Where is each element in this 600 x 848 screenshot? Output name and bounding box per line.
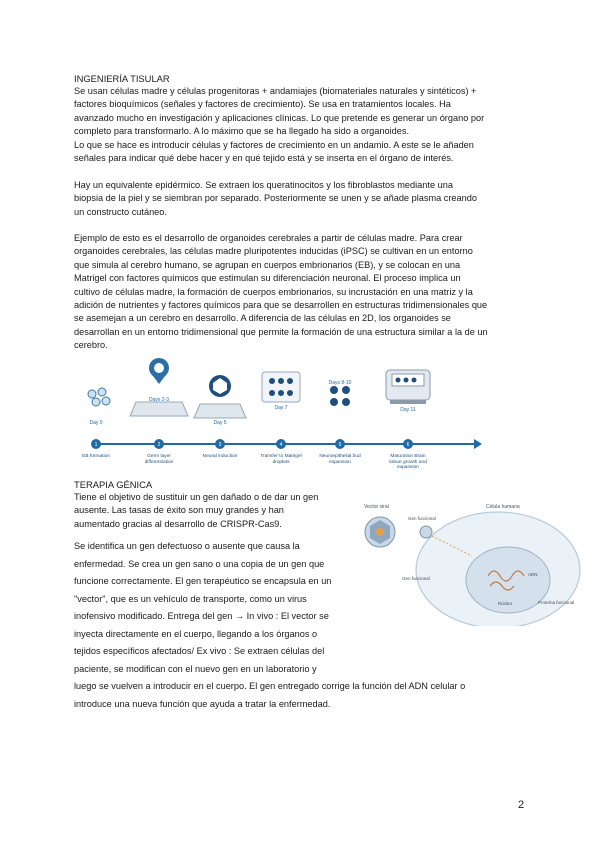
- text-line: avanzado mucho en investigación y aplicaciones clínicas. Lo que pretende es generar un órgano por: [74, 112, 485, 123]
- stage-day2-illustration: [130, 358, 188, 416]
- text-line: desarrollan en un entorno tridimensional que permite la formación de una estructura similar a la de un: [74, 326, 488, 337]
- day-label: Day 5: [213, 420, 227, 426]
- stage-day8-illustration: [330, 386, 350, 406]
- text-line: señales para indicar qué debe hacer y en qué tejido está y se inserta en el órgano de interés.: [74, 153, 454, 164]
- organoid-step-captions: [74, 454, 528, 478]
- stage-day5-illustration: [194, 375, 246, 418]
- step-number: 1: [94, 442, 98, 448]
- text-line: organoides cerebrales, las células madre pluripotentes inducidas (iPSC) se cultivan en un entorno: [74, 246, 473, 257]
- text-line: Se usan células madre y células progenitoras + andamiajes (biomateriales naturales y sintéticos) +: [74, 86, 477, 96]
- text-line: inofensivo modificado. Entrega del gen → In vivo : El vector se: [74, 611, 329, 621]
- text-line: Hay un equivalente epidérmico. Se extraen los queratinocitos y los fibroblastos mediante una: [74, 180, 453, 190]
- section-title-terapia-genica: TERAPIA GÉNICA: [74, 479, 153, 490]
- step-caption: Maturation Brain tissue growth and expansion: [389, 454, 427, 471]
- timeline-arrow: [474, 439, 482, 449]
- text-line: enfermedad. Se crea un gen sano o una copia de un gen que: [74, 558, 325, 569]
- page-number: 2: [518, 799, 525, 811]
- stage-day7-illustration: [262, 372, 300, 402]
- text-line: biopsia de la piel y se siembran por separado. Posteriormente se unen y se añade plasma creando: [74, 193, 477, 204]
- step-caption: Neuroepithelial bud expansion: [319, 454, 361, 465]
- label-target-cell: Célula humana: [486, 504, 520, 510]
- vector-entering: [420, 526, 432, 538]
- label-vector: Vector viral: [364, 504, 389, 510]
- step-number: 2: [157, 442, 161, 448]
- step-number: 3: [218, 442, 222, 448]
- step-number: 5: [338, 442, 342, 448]
- text-line: Tiene el objetivo de sustituir un gen dañado o de dar un gen: [74, 492, 319, 502]
- day-label: Days 2-3: [148, 397, 170, 403]
- day-label: Day 0: [89, 420, 103, 426]
- text-line: ausente. Las tasas de éxito son muy grandes y han: [74, 505, 284, 516]
- text-line: completo para transformarlo. A lo máximo que se ha llegado ha sido a organoides.: [74, 126, 410, 137]
- text-line: cerebro.: [74, 340, 108, 351]
- step-number: 4: [279, 442, 283, 448]
- text-line: Matrigel con factores químicos que estimulan su diferenciación neuronal. El proceso implica un: [74, 273, 461, 284]
- label-nucleus: Núcleo: [498, 601, 513, 606]
- step-caption: Transfer to Matrigel droplets: [260, 454, 302, 465]
- label-protein: Proteína funcional: [538, 600, 575, 605]
- text-line: adición de nutrientes y factores químicos para que se desarrollen en estructuras tridimensionales que: [74, 300, 488, 311]
- day-label: Day 7: [274, 405, 288, 411]
- label-functional-gene: Gen funcional: [402, 576, 430, 581]
- paragraph-terapia-intro: [74, 491, 354, 531]
- text-line: se asemejan a un cerebro en desarrollo. A diferencia de las células en 2D, los organoides se: [74, 313, 451, 324]
- gene-therapy-figure: [358, 500, 582, 626]
- text-line: un constructo cutáneo.: [74, 206, 167, 217]
- text-line: introduce una nueva función que ayuda a tratar la enfermedad.: [74, 698, 331, 709]
- text-line: tejidos específicos afectados/ Ex vivo : Se extraen células del: [74, 646, 325, 656]
- text-line: "vector", que es un vehículo de transporte, como un virus: [74, 593, 307, 604]
- text-line: inyecta directamente en el cuerpo, llegando a los órganos o: [74, 628, 318, 639]
- text-line: cultivo de células madre, la formación de cuerpos embrionarios, su incrustación en una matriz y la: [74, 286, 473, 297]
- text-line: Ejemplo de esto es el desarrollo de organoides cerebrales a partir de células madre. Para crear: [74, 233, 463, 243]
- text-line: aumentado gracias al desarrollo de CRISPR-Cas9.: [74, 518, 282, 529]
- text-line: luego se vuelven a introducir en el cuerpo. El gen entregado corrige la función del ADN celular o: [74, 681, 466, 691]
- day-label: Days 8-10: [328, 380, 352, 386]
- stage-day11-illustration: [386, 370, 430, 404]
- step-caption: Germ layer differentiation: [144, 454, 174, 465]
- label-gene: Gen funcional: [408, 516, 436, 521]
- text-line: Se identifica un gen defectuoso o ausente que causa la: [74, 541, 300, 551]
- section-title-ingenieria-tisular: INGENIERÍA TISULAR: [74, 73, 170, 84]
- paragraph-ingenieria-2: [74, 179, 530, 219]
- paragraph-ingenieria-3: [74, 232, 530, 353]
- step-caption: Neural induction: [202, 454, 238, 459]
- text-line: factores bioquímicos (señales y factores de crecimiento). Se usa en tratamientos locales. Ha: [74, 99, 451, 110]
- paragraph-ingenieria-1: [74, 85, 530, 165]
- step-caption: EB formation: [82, 454, 110, 459]
- text-line: que simula al cerebro humano, se agrupan en cuerpos embrionarios (EB), y se colocan en una: [74, 259, 461, 270]
- step-number: 6: [406, 442, 410, 448]
- label-dna: ADN: [528, 572, 538, 577]
- text-line: funcione correctamente. El gen terapéutico se encapsula en un: [74, 576, 332, 586]
- stage-day0-illustration: [88, 388, 110, 406]
- text-line: paciente, se modifican con el nuevo gen en un laboratorio y: [74, 663, 317, 674]
- viral-vector: [365, 517, 395, 547]
- text-line: Lo que se hace es introducir células y factores de crecimiento en un andamio. A este se le añaden: [74, 139, 474, 150]
- day-label: Day 11: [400, 407, 416, 413]
